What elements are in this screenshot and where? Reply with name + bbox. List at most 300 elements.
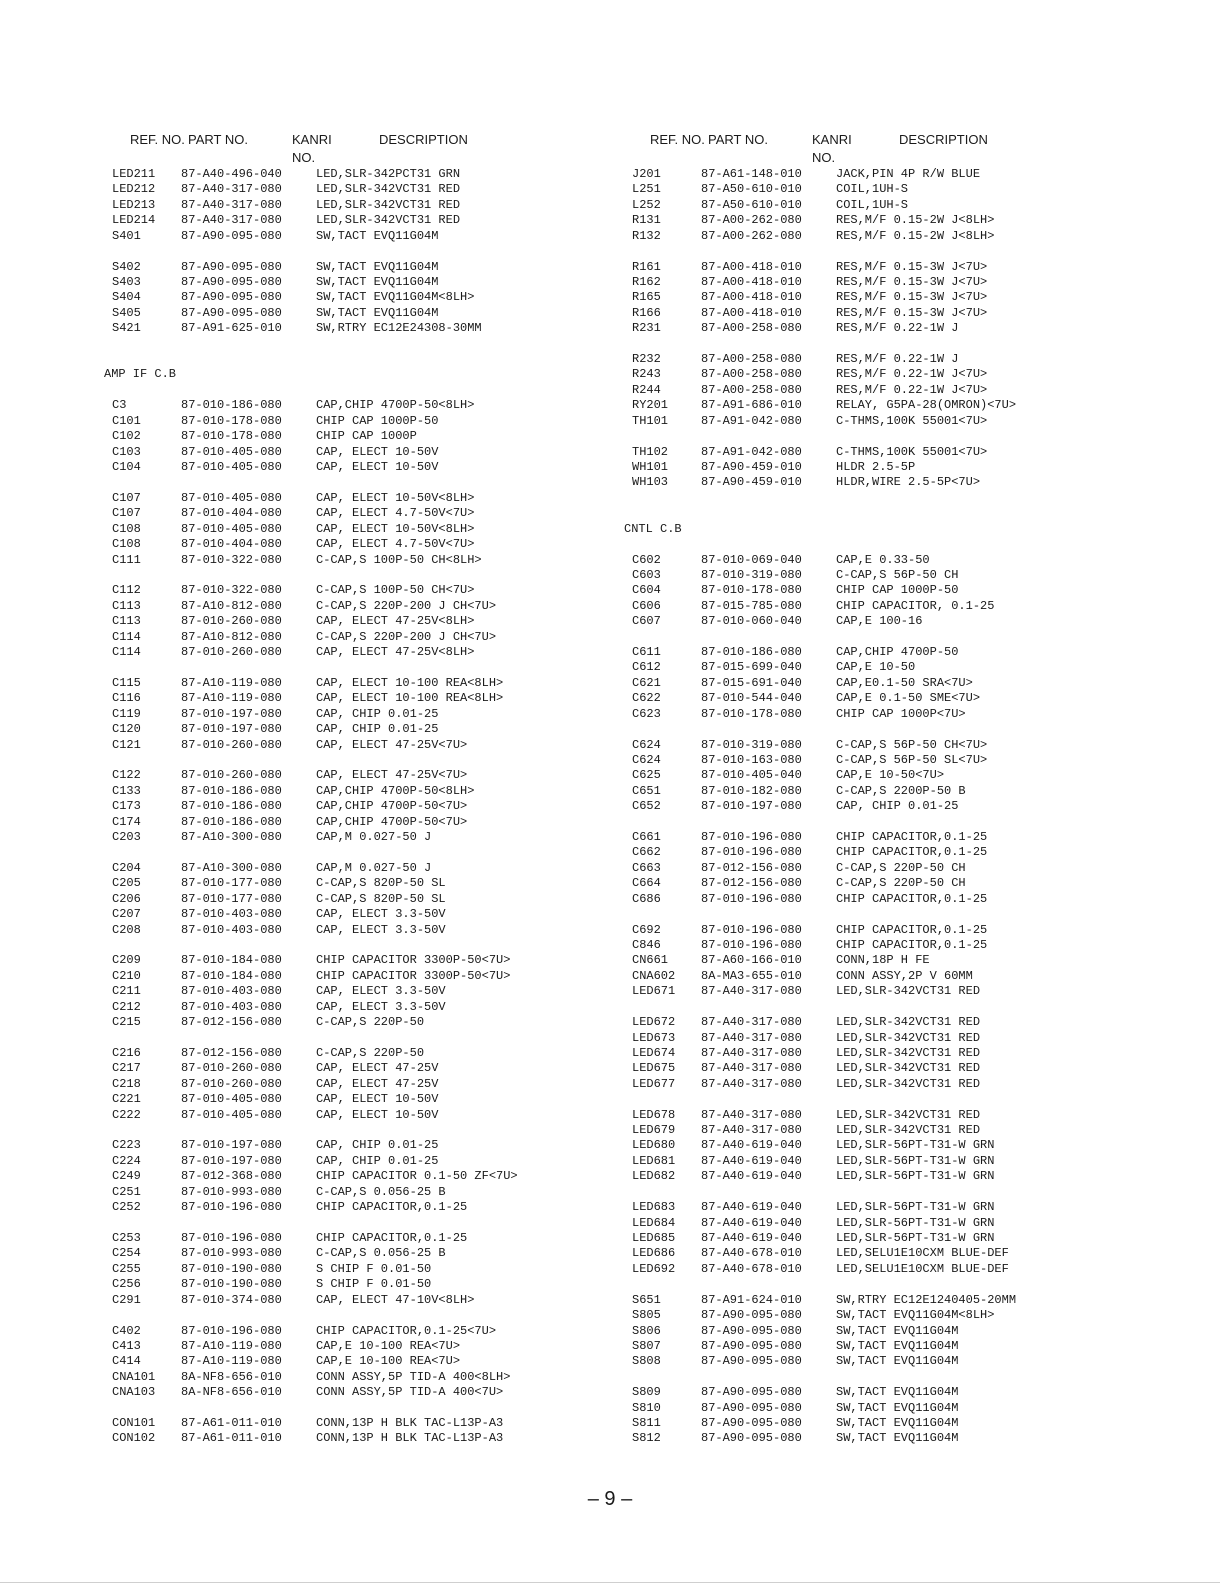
- part-no: 87-010-260-080: [181, 768, 282, 783]
- description: SW,TACT EVQ11G04M: [836, 1431, 959, 1446]
- description: C-CAP,S 220P-200 J CH<7U>: [316, 629, 497, 644]
- ref-no: WH101: [632, 459, 669, 474]
- part-no: 87-010-184-080: [181, 968, 282, 983]
- ref-no: C114: [112, 645, 141, 660]
- ref-no: C621: [632, 675, 661, 690]
- part-no: 87-A91-625-010: [181, 321, 282, 336]
- part-no: 87-010-403-080: [181, 999, 282, 1014]
- description: CHIP CAPACITOR,0.1-25: [836, 922, 988, 937]
- description: LED,SLR-342VCT31 RED: [836, 1015, 981, 1030]
- description: CONN ASSY,5P TID-A 400<8LH>: [316, 1369, 511, 1384]
- part-no: 87-A90-095-080: [181, 305, 282, 320]
- part-no: 87-A91-042-080: [701, 444, 802, 459]
- part-no: 87-A40-317-080: [181, 182, 282, 197]
- part-no: 87-A90-459-010: [701, 475, 802, 490]
- description: LED,SLR-342VCT31 RED: [316, 197, 461, 212]
- part-no: 87-A40-619-040: [701, 1215, 802, 1230]
- part-no: 87-A61-148-010: [701, 167, 802, 181]
- part-no: 87-010-163-080: [701, 752, 802, 767]
- part-no: 87-A61-011-010: [181, 1431, 282, 1446]
- ref-no: C414: [112, 1354, 141, 1369]
- description: CAP, CHIP 0.01-25: [316, 1153, 439, 1168]
- part-no: 87-010-374-080: [181, 1292, 282, 1307]
- part-no: 87-010-260-080: [181, 645, 282, 660]
- part-no: 87-A90-095-080: [701, 1308, 802, 1323]
- part-no: 87-A40-317-080: [701, 1045, 802, 1060]
- ref-no: LED685: [632, 1230, 676, 1245]
- description: LED,SLR-342VCT31 RED: [836, 1123, 981, 1138]
- ref-no: C662: [632, 845, 661, 860]
- part-no: 87-A91-686-010: [701, 398, 802, 413]
- ref-no: TH101: [632, 413, 669, 428]
- description: CONN,13P H BLK TAC-L13P-A3: [316, 1431, 504, 1446]
- part-no: 87-010-405-080: [181, 1107, 282, 1122]
- description: C-CAP,S 0.056-25 B: [316, 1246, 446, 1261]
- ref-no: LED672: [632, 1015, 676, 1030]
- ref-no: C652: [632, 799, 661, 814]
- part-no: 87-A00-258-080: [701, 382, 802, 397]
- ref-no: C203: [112, 830, 141, 845]
- section-heading: CNTL C.B: [624, 521, 682, 536]
- ref-no: S806: [632, 1323, 661, 1338]
- part-no: 87-A40-317-080: [701, 1030, 802, 1045]
- ref-no: S403: [112, 274, 141, 289]
- ref-no: C215: [112, 1015, 141, 1030]
- part-no: 87-A40-317-080: [701, 1015, 802, 1030]
- part-no: 87-A90-095-080: [181, 290, 282, 305]
- ref-no: C207: [112, 907, 141, 922]
- part-no: 87-010-069-040: [701, 552, 802, 567]
- description: CONN ASSY,2P V 60MM: [836, 968, 973, 983]
- part-no: 87-010-178-080: [701, 706, 802, 721]
- description: C-CAP,S 2200P-50 B: [836, 783, 966, 798]
- description-header: DESCRIPTION: [379, 132, 468, 147]
- part-no-header: PART NO.: [188, 132, 248, 147]
- ref-no: C209: [112, 953, 141, 968]
- ref-no: C651: [632, 783, 661, 798]
- part-no: 87-010-405-080: [181, 444, 282, 459]
- ref-no: C624: [632, 752, 661, 767]
- description: LED,SLR-342VCT31 RED: [316, 213, 461, 228]
- part-no: 87-010-197-080: [181, 1138, 282, 1153]
- description: CAP,CHIP 4700P-50: [836, 645, 959, 660]
- description: CONN ASSY,5P TID-A 400<7U>: [316, 1385, 504, 1400]
- part-no: 87-010-405-080: [181, 459, 282, 474]
- ref-no: C113: [112, 614, 141, 629]
- part-no: 87-A40-317-080: [701, 1107, 802, 1122]
- description: C-CAP,S 56P-50 CH<7U>: [836, 737, 988, 752]
- description: CHIP CAPACITOR,0.1-25: [836, 845, 988, 860]
- ref-no: S809: [632, 1385, 661, 1400]
- part-no: 87-A00-262-080: [701, 213, 802, 228]
- description: CAP, ELECT 10-50V: [316, 1107, 439, 1122]
- description: CAP, CHIP 0.01-25: [316, 1138, 439, 1153]
- part-no: 87-A91-042-080: [701, 413, 802, 428]
- ref-no: CN661: [632, 953, 669, 968]
- description: C-CAP,S 220P-50: [316, 1045, 425, 1060]
- ref-no: LED677: [632, 1076, 676, 1091]
- part-no: 87-010-403-080: [181, 922, 282, 937]
- ref-no: R166: [632, 305, 661, 320]
- part-no: 87-010-403-080: [181, 984, 282, 999]
- ref-no: C204: [112, 860, 141, 875]
- description: CHIP CAPACITOR,0.1-25<7U>: [316, 1323, 497, 1338]
- part-no: 87-010-993-080: [181, 1184, 282, 1199]
- ref-no: LED212: [112, 182, 156, 197]
- description: RES,M/F 0.15-3W J<7U>: [836, 259, 988, 274]
- ref-no: C224: [112, 1153, 141, 1168]
- ref-no: C120: [112, 722, 141, 737]
- part-no: 87-A10-300-080: [181, 830, 282, 845]
- part-no: 87-A00-258-080: [701, 321, 802, 336]
- description: C-CAP,S 0.056-25 B: [316, 1184, 446, 1199]
- description: CAP,M 0.027-50 J: [316, 860, 432, 875]
- description: SW,TACT EVQ11G04M: [836, 1338, 959, 1353]
- description: LED,SELU1E10CXM BLUE-DEF: [836, 1261, 1009, 1276]
- part-no: 87-010-177-080: [181, 891, 282, 906]
- description: LED,SELU1E10CXM BLUE-DEF: [836, 1246, 1009, 1261]
- description: COIL,1UH-S: [836, 197, 909, 212]
- description: LED,SLR-56PT-T31-W GRN: [836, 1200, 995, 1215]
- description: RELAY, G5PA-28(OMRON)<7U>: [836, 398, 1017, 413]
- description: LED,SLR-342VCT31 RED: [836, 1107, 981, 1122]
- description: CHIP CAP 1000P: [316, 429, 417, 444]
- part-no: 87-A40-317-080: [701, 1061, 802, 1076]
- ref-no: C664: [632, 876, 661, 891]
- ref-no: L251: [632, 182, 661, 197]
- description: RES,M/F 0.15-2W J<8LH>: [836, 213, 995, 228]
- part-no: 87-010-186-080: [181, 783, 282, 798]
- description: HLDR 2.5-5P: [836, 459, 916, 474]
- part-no: 87-A90-095-080: [701, 1385, 802, 1400]
- part-no: 87-010-178-080: [181, 413, 282, 428]
- ref-no: C102: [112, 429, 141, 444]
- ref-no: LED682: [632, 1169, 676, 1184]
- ref-no: LED675: [632, 1061, 676, 1076]
- part-no: 87-010-544-040: [701, 691, 802, 706]
- part-no: 87-010-405-040: [701, 768, 802, 783]
- part-no: 87-010-184-080: [181, 953, 282, 968]
- ref-no: C210: [112, 968, 141, 983]
- part-no: 87-012-156-080: [701, 860, 802, 875]
- description: LED,SLR-342VCT31 RED: [316, 182, 461, 197]
- description: CAP,E0.1-50 SRA<7U>: [836, 675, 973, 690]
- part-no: 87-010-196-080: [181, 1200, 282, 1215]
- part-no: 87-015-785-080: [701, 598, 802, 613]
- ref-no: LED680: [632, 1138, 676, 1153]
- part-no: 87-010-196-080: [701, 922, 802, 937]
- part-no: 87-A10-119-080: [181, 691, 282, 706]
- part-no: 87-010-197-080: [701, 799, 802, 814]
- part-no: 8A-NF8-656-010: [181, 1385, 282, 1400]
- ref-no: C133: [112, 783, 141, 798]
- part-no: 87-010-186-080: [181, 799, 282, 814]
- part-no: 87-010-403-080: [181, 907, 282, 922]
- ref-no: LED679: [632, 1123, 676, 1138]
- ref-no: C218: [112, 1076, 141, 1091]
- ref-no: C686: [632, 891, 661, 906]
- ref-no-header: REF. NO.: [130, 132, 185, 147]
- ref-no: LED211: [112, 167, 156, 181]
- description: RES,M/F 0.15-2W J<8LH>: [836, 228, 995, 243]
- part-no: 87-010-197-080: [181, 706, 282, 721]
- ref-no: C114: [112, 629, 141, 644]
- ref-no: LED678: [632, 1107, 676, 1122]
- ref-no: C107: [112, 490, 141, 505]
- ref-no: R162: [632, 274, 661, 289]
- description: RES,M/F 0.22-1W J<7U>: [836, 382, 988, 397]
- part-no: 87-012-156-080: [181, 1015, 282, 1030]
- ref-no: C222: [112, 1107, 141, 1122]
- description: C-THMS,100K 55001<7U>: [836, 444, 988, 459]
- ref-no-header: REF. NO.: [650, 132, 705, 147]
- ref-no: C661: [632, 830, 661, 845]
- part-no: 87-010-190-080: [181, 1277, 282, 1292]
- ref-no: R161: [632, 259, 661, 274]
- ref-no: C111: [112, 552, 141, 567]
- description: HLDR,WIRE 2.5-5P<7U>: [836, 475, 981, 490]
- ref-no: C624: [632, 737, 661, 752]
- description: C-CAP,S 220P-50 CH: [836, 876, 966, 891]
- description: SW,TACT EVQ11G04M: [316, 274, 439, 289]
- part-no: 87-010-404-080: [181, 537, 282, 552]
- description: CAP, ELECT 3.3-50V: [316, 999, 446, 1014]
- ref-no: C211: [112, 984, 141, 999]
- ref-no: C254: [112, 1246, 141, 1261]
- part-no: 87-010-178-080: [701, 583, 802, 598]
- ref-no: C604: [632, 583, 661, 598]
- part-no: 87-010-260-080: [181, 614, 282, 629]
- part-no: 87-A00-418-010: [701, 290, 802, 305]
- ref-no: S651: [632, 1292, 661, 1307]
- description: C-CAP,S 56P-50 SL<7U>: [836, 752, 988, 767]
- ref-no: C291: [112, 1292, 141, 1307]
- part-no: 87-015-691-040: [701, 675, 802, 690]
- ref-no: C402: [112, 1323, 141, 1338]
- part-no: 87-A90-095-080: [701, 1431, 802, 1446]
- part-no: 87-A10-119-080: [181, 1338, 282, 1353]
- part-no: 87-A90-459-010: [701, 459, 802, 474]
- description: CHIP CAP 1000P-50: [836, 583, 959, 598]
- description: RES,M/F 0.15-3W J<7U>: [836, 290, 988, 305]
- description: LED,SLR-342VCT31 RED: [836, 1045, 981, 1060]
- ref-no: C692: [632, 922, 661, 937]
- ref-no: LED671: [632, 984, 676, 999]
- description: LED,SLR-342VCT31 RED: [836, 1030, 981, 1045]
- page-number: – 9 –: [587, 1488, 633, 1510]
- description: C-THMS,100K 55001<7U>: [836, 413, 988, 428]
- ref-no: LED686: [632, 1246, 676, 1261]
- description: LED,SLR-342VCT31 RED: [836, 984, 981, 999]
- description: CAP, ELECT 3.3-50V: [316, 922, 446, 937]
- part-no: 87-010-182-080: [701, 783, 802, 798]
- part-no: 87-A00-258-080: [701, 367, 802, 382]
- ref-no: C116: [112, 691, 141, 706]
- part-no: 87-A61-011-010: [181, 1416, 282, 1431]
- description: CAP, ELECT 10-50V: [316, 1092, 439, 1107]
- part-no: 87-A40-496-040: [181, 167, 282, 181]
- description: LED,SLR-342PCT31 GRN: [316, 167, 461, 181]
- description: CAP,E 10-100 REA<7U>: [316, 1354, 461, 1369]
- description: CAP,E 10-50<7U>: [836, 768, 945, 783]
- ref-no: LED681: [632, 1153, 676, 1168]
- part-no: 87-A10-119-080: [181, 675, 282, 690]
- ref-no: C602: [632, 552, 661, 567]
- description: SW,TACT EVQ11G04M: [316, 259, 439, 274]
- part-no: 87-010-405-080: [181, 521, 282, 536]
- description: SW,TACT EVQ11G04M<8LH>: [316, 290, 475, 305]
- description: CAP,CHIP 4700P-50<7U>: [316, 814, 468, 829]
- description: C-CAP,S 56P-50 CH: [836, 567, 959, 582]
- description: CAP,E 0.33-50: [836, 552, 930, 567]
- ref-no: C622: [632, 691, 661, 706]
- ref-no: C104: [112, 459, 141, 474]
- description: SW,RTRY EC12E24308-30MM: [316, 321, 482, 336]
- ref-no: R131: [632, 213, 661, 228]
- description: CHIP CAPACITOR 3300P-50<7U>: [316, 953, 511, 968]
- part-no: 87-A40-317-080: [701, 984, 802, 999]
- description: SW,TACT EVQ11G04M: [316, 228, 439, 243]
- part-no: 87-A40-678-010: [701, 1246, 802, 1261]
- description: CAP, ELECT 3.3-50V: [316, 984, 446, 999]
- description: C-CAP,S 100P-50 CH<7U>: [316, 583, 475, 598]
- ref-no: C206: [112, 891, 141, 906]
- ref-no: C101: [112, 413, 141, 428]
- description: RES,M/F 0.22-1W J: [836, 352, 959, 367]
- description: CAP, CHIP 0.01-25: [836, 799, 959, 814]
- description: SW,TACT EVQ11G04M: [836, 1400, 959, 1415]
- description: S CHIP F 0.01-50: [316, 1261, 432, 1276]
- description: SW,TACT EVQ11G04M: [836, 1354, 959, 1369]
- part-no: 87-010-319-080: [701, 567, 802, 582]
- part-no: 87-010-260-080: [181, 1061, 282, 1076]
- ref-no: C216: [112, 1045, 141, 1060]
- part-no: 87-010-319-080: [701, 737, 802, 752]
- part-no: 87-A40-619-040: [701, 1200, 802, 1215]
- description: CONN,18P H FE: [836, 953, 930, 968]
- ref-no: LED683: [632, 1200, 676, 1215]
- ref-no: C113: [112, 598, 141, 613]
- description: LED,SLR-56PT-T31-W GRN: [836, 1230, 995, 1245]
- description: CAP,CHIP 4700P-50<7U>: [316, 799, 468, 814]
- part-no: 87-010-322-080: [181, 552, 282, 567]
- ref-no: C108: [112, 537, 141, 552]
- part-no: 8A-NF8-656-010: [181, 1369, 282, 1384]
- ref-no: C221: [112, 1092, 141, 1107]
- part-no: 87-A10-812-080: [181, 629, 282, 644]
- description: CAP, ELECT 10-50V: [316, 444, 439, 459]
- ref-no: CNA602: [632, 968, 676, 983]
- section-heading: AMP IF C.B: [104, 367, 177, 382]
- part-no: 87-A40-317-080: [701, 1123, 802, 1138]
- description: C-CAP,S 820P-50 SL: [316, 891, 446, 906]
- description: C-CAP,S 100P-50 CH<8LH>: [316, 552, 482, 567]
- description: CAP, ELECT 4.7-50V<7U>: [316, 537, 475, 552]
- description: CAP, ELECT 47-25V<7U>: [316, 768, 468, 783]
- ref-no: LED692: [632, 1261, 676, 1276]
- ref-no: C663: [632, 860, 661, 875]
- part-no: 87-A90-095-080: [701, 1338, 802, 1353]
- part-no: 87-A40-619-040: [701, 1169, 802, 1184]
- ref-no: C255: [112, 1261, 141, 1276]
- description: CAP, ELECT 10-100 REA<8LH>: [316, 675, 504, 690]
- ref-no: LED673: [632, 1030, 676, 1045]
- part-no: 87-A60-166-010: [701, 953, 802, 968]
- ref-no: R232: [632, 352, 661, 367]
- description: CHIP CAPACITOR,0.1-25: [316, 1200, 468, 1215]
- part-no: 87-A50-610-010: [701, 197, 802, 212]
- description: CAP, CHIP 0.01-25: [316, 722, 439, 737]
- part-no: 87-A91-624-010: [701, 1292, 802, 1307]
- part-no: 87-010-260-080: [181, 737, 282, 752]
- part-no: 8A-MA3-655-010: [701, 968, 802, 983]
- part-no: 87-010-260-080: [181, 1076, 282, 1091]
- part-no: 87-A90-095-080: [701, 1323, 802, 1338]
- ref-no: C623: [632, 706, 661, 721]
- kanri-header: KANRI: [812, 132, 852, 147]
- part-no: 87-A00-418-010: [701, 274, 802, 289]
- part-no: 87-A00-262-080: [701, 228, 802, 243]
- part-no: 87-010-060-040: [701, 614, 802, 629]
- part-no: 87-010-993-080: [181, 1246, 282, 1261]
- kanri-no-header: NO.: [812, 150, 836, 165]
- ref-no: C603: [632, 567, 661, 582]
- ref-no: R244: [632, 382, 661, 397]
- description: C-CAP,S 220P-50 CH: [836, 860, 966, 875]
- ref-no: S421: [112, 321, 141, 336]
- description: RES,M/F 0.22-1W J<7U>: [836, 367, 988, 382]
- description: CAP, ELECT 10-50V: [316, 459, 439, 474]
- description: CHIP CAPACITOR,0.1-25: [836, 830, 988, 845]
- part-no: 87-012-156-080: [701, 876, 802, 891]
- description: SW,TACT EVQ11G04M: [316, 305, 439, 320]
- ref-no: C607: [632, 614, 661, 629]
- description: CAP, CHIP 0.01-25: [316, 706, 439, 721]
- ref-no: S811: [632, 1416, 661, 1431]
- ref-no: C205: [112, 876, 141, 891]
- ref-no: C103: [112, 444, 141, 459]
- description: CAP, ELECT 47-25V<7U>: [316, 737, 468, 752]
- part-no: 87-010-178-080: [181, 429, 282, 444]
- part-no: 87-010-196-080: [181, 1323, 282, 1338]
- description: CHIP CAPACITOR,0.1-25: [316, 1230, 468, 1245]
- part-no: 87-010-186-080: [701, 645, 802, 660]
- part-no: 87-015-699-040: [701, 660, 802, 675]
- description: COIL,1UH-S: [836, 182, 909, 197]
- description: CAP,E 10-100 REA<7U>: [316, 1338, 461, 1353]
- description: JACK,PIN 4P R/W BLUE: [836, 167, 981, 181]
- ref-no: CON102: [112, 1431, 156, 1446]
- ref-no: R132: [632, 228, 661, 243]
- ref-no: C223: [112, 1138, 141, 1153]
- part-no: 87-A00-258-080: [701, 352, 802, 367]
- part-no: 87-010-405-080: [181, 1092, 282, 1107]
- part-no: 87-A90-095-080: [181, 228, 282, 243]
- ref-no: S807: [632, 1338, 661, 1353]
- part-no: 87-A00-418-010: [701, 259, 802, 274]
- description: LED,SLR-56PT-T31-W GRN: [836, 1153, 995, 1168]
- ref-no: S405: [112, 305, 141, 320]
- ref-no: C208: [112, 922, 141, 937]
- part-no: 87-A40-317-080: [701, 1076, 802, 1091]
- ref-no: C121: [112, 737, 141, 752]
- description: SW,TACT EVQ11G04M: [836, 1323, 959, 1338]
- ref-no: J201: [632, 167, 661, 181]
- part-no: 87-010-186-080: [181, 398, 282, 413]
- kanri-no-header: NO.: [292, 150, 316, 165]
- part-no: 87-010-322-080: [181, 583, 282, 598]
- ref-no: LED684: [632, 1215, 676, 1230]
